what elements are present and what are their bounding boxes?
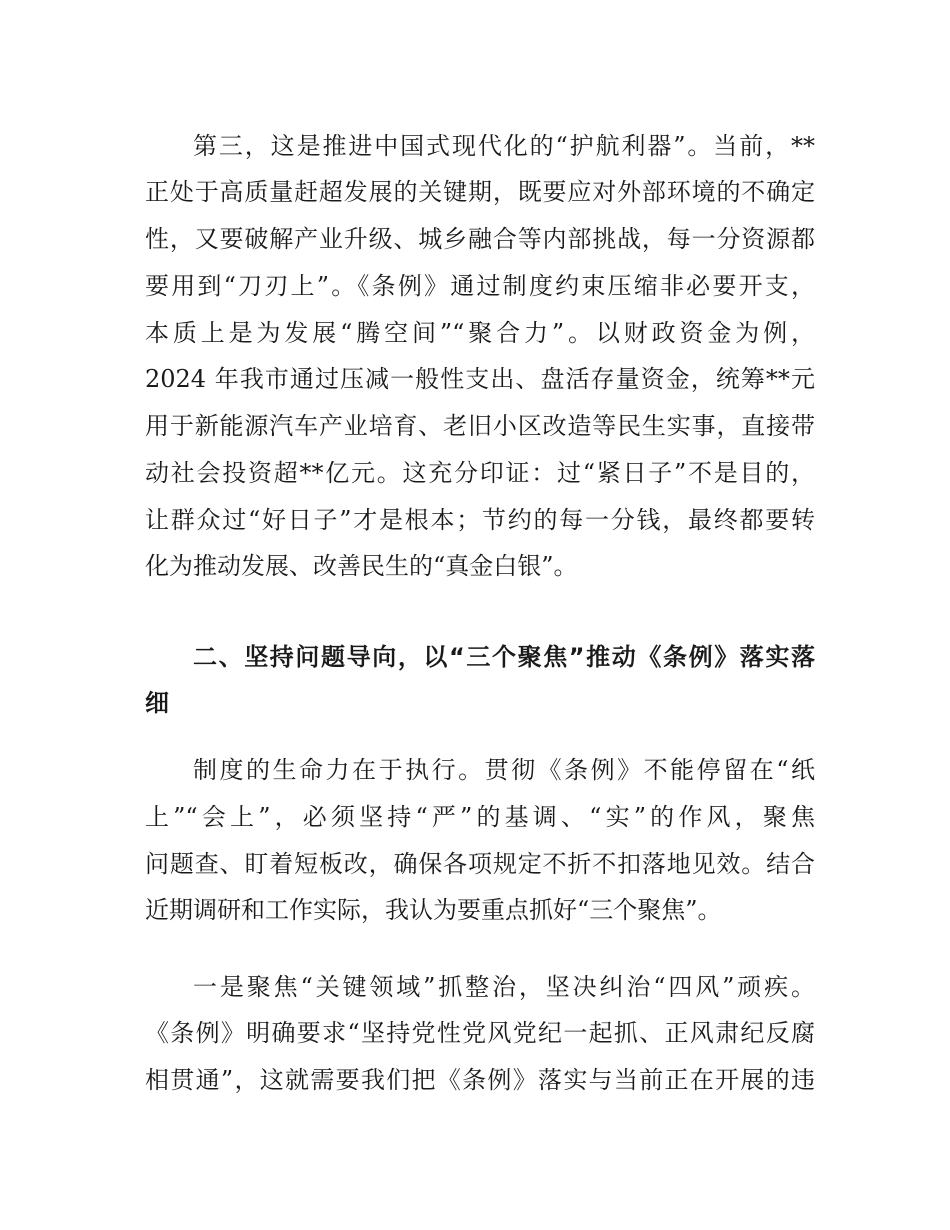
text-line: 一是聚焦“关键领域”抓整治，坚决纠治“四风”顽疾。 — [193, 973, 815, 1001]
text-line: 要用到“刀刃上”。《条例》通过制度约束压缩非必要开支， — [145, 272, 815, 300]
text-line: 化为推动发展、改善民生的“真金白银”。 — [145, 552, 578, 580]
text-line: 相贯通”，这就需要我们把《条例》落实与当前正在开展的违 — [145, 1066, 815, 1094]
text-line: 动社会投资超**亿元。这充分印证：过“紧日子”不是目的， — [145, 459, 815, 487]
heading-line: 细 — [145, 689, 169, 717]
text-line: 性，又要破解产业升级、城乡融合等内部挑战，每一分资源都 — [145, 225, 815, 253]
text-line: 制度的生命力在于执行。贯彻《条例》不能停留在“纸 — [193, 756, 815, 784]
text-line: 用于新能源汽车产业培育、老旧小区改造等民生实事，直接带 — [145, 412, 815, 440]
text-line: 上”“会上”，必须坚持“严”的基调、“实”的作风，聚焦 — [145, 803, 815, 831]
text-line: 第三，这是推进中国式现代化的“护航利器”。当前，** — [193, 132, 815, 160]
text-line: 正处于高质量赶超发展的关键期，既要应对外部环境的不确定 — [145, 178, 815, 206]
text-line: 问题查、盯着短板改，确保各项规定不折不扣落地见效。结合 — [145, 850, 815, 878]
text-line: 让群众过“好日子”才是根本；节约的每一分钱，最终都要转 — [145, 506, 815, 534]
text-line: 本质上是为发展“腾空间”“聚合力”。以财政资金为例， — [145, 319, 815, 347]
text-line: 《条例》明确要求“坚持党性党风党纪一起抓、正风肃纪反腐 — [145, 1019, 815, 1047]
text-line: 近期调研和工作实际，我认为要重点抓好“三个聚焦”。 — [145, 896, 722, 924]
text-line: 2024 年我市通过压减一般性支出、盘活存量资金，统筹**元 — [145, 365, 815, 393]
heading-line: 二、坚持问题导向，以“三个聚焦”推动《条例》落实落 — [193, 643, 815, 671]
